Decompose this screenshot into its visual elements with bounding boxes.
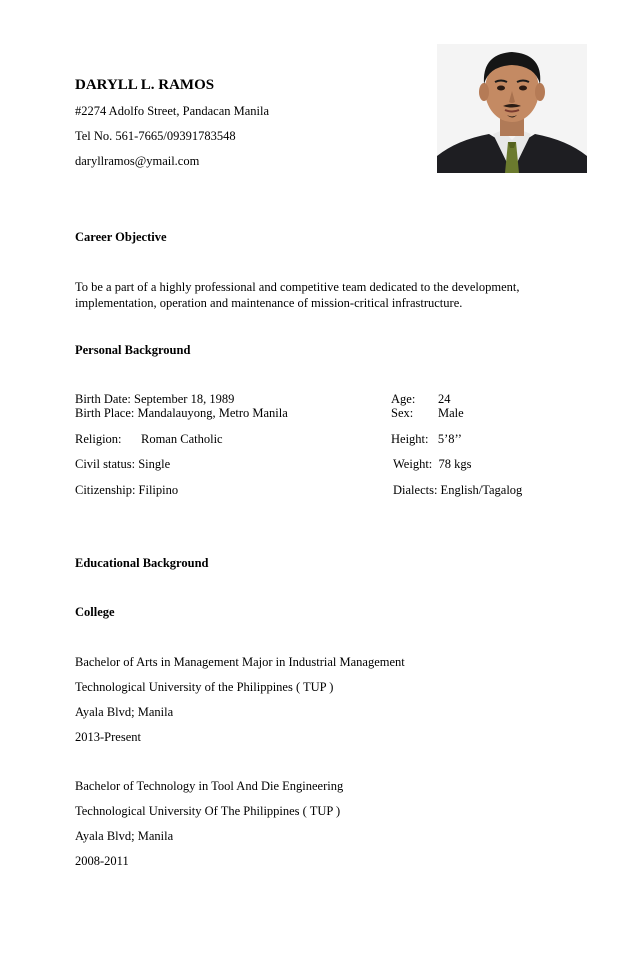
- height: Height: 5’8’’: [391, 432, 462, 446]
- religion-value: Roman Catholic: [141, 432, 223, 446]
- citizenship: Citizenship: Filipino: [75, 483, 179, 497]
- sex-label: Sex:: [391, 406, 414, 420]
- career-objective-heading: Career Objective: [75, 230, 167, 244]
- personal-background-heading: Personal Background: [75, 343, 191, 357]
- educational-background-heading: Educational Background: [75, 556, 209, 570]
- birth-date: Birth Date: September 18, 1989: [75, 392, 235, 406]
- email-line: daryllramos@ymail.com: [75, 154, 200, 168]
- applicant-name: DARYLL L. RAMOS: [75, 77, 215, 93]
- birth-place: Birth Place: Mandalauyong, Metro Manila: [75, 406, 288, 420]
- profile-photo: [437, 44, 587, 173]
- dialects: Dialects: English/Tagalog: [393, 483, 523, 497]
- age-label: Age:: [391, 392, 416, 406]
- years-2: 2008-2011: [75, 854, 129, 868]
- sex-value: Male: [438, 406, 464, 420]
- phone-line: Tel No. 561-7665/09391783548: [75, 129, 236, 143]
- college-heading: College: [75, 605, 115, 619]
- career-objective-text: To be a part of a highly professional and competitive team dedicated to the development, implementation, operation and maintenance of mission-critical infrastructure.: [75, 280, 520, 310]
- degree-2: Bachelor of Technology in Tool And Die Engineering: [75, 779, 344, 793]
- civil-status: Civil status: Single: [75, 457, 171, 471]
- location-1: Ayala Blvd; Manila: [75, 705, 174, 719]
- school-1: Technological University of the Philippines ( TUP ): [75, 680, 334, 694]
- school-2: Technological University Of The Philippines ( TUP ): [75, 804, 341, 818]
- address-line: #2274 Adolfo Street, Pandacan Manila: [75, 104, 270, 118]
- religion-label: Religion:: [75, 432, 122, 446]
- years-1: 2013-Present: [75, 730, 141, 744]
- age-value: 24: [438, 392, 451, 406]
- weight: Weight: 78 kgs: [393, 457, 472, 471]
- degree-1: Bachelor of Arts in Management Major in Industrial Management: [75, 655, 405, 669]
- location-2: Ayala Blvd; Manila: [75, 829, 174, 843]
